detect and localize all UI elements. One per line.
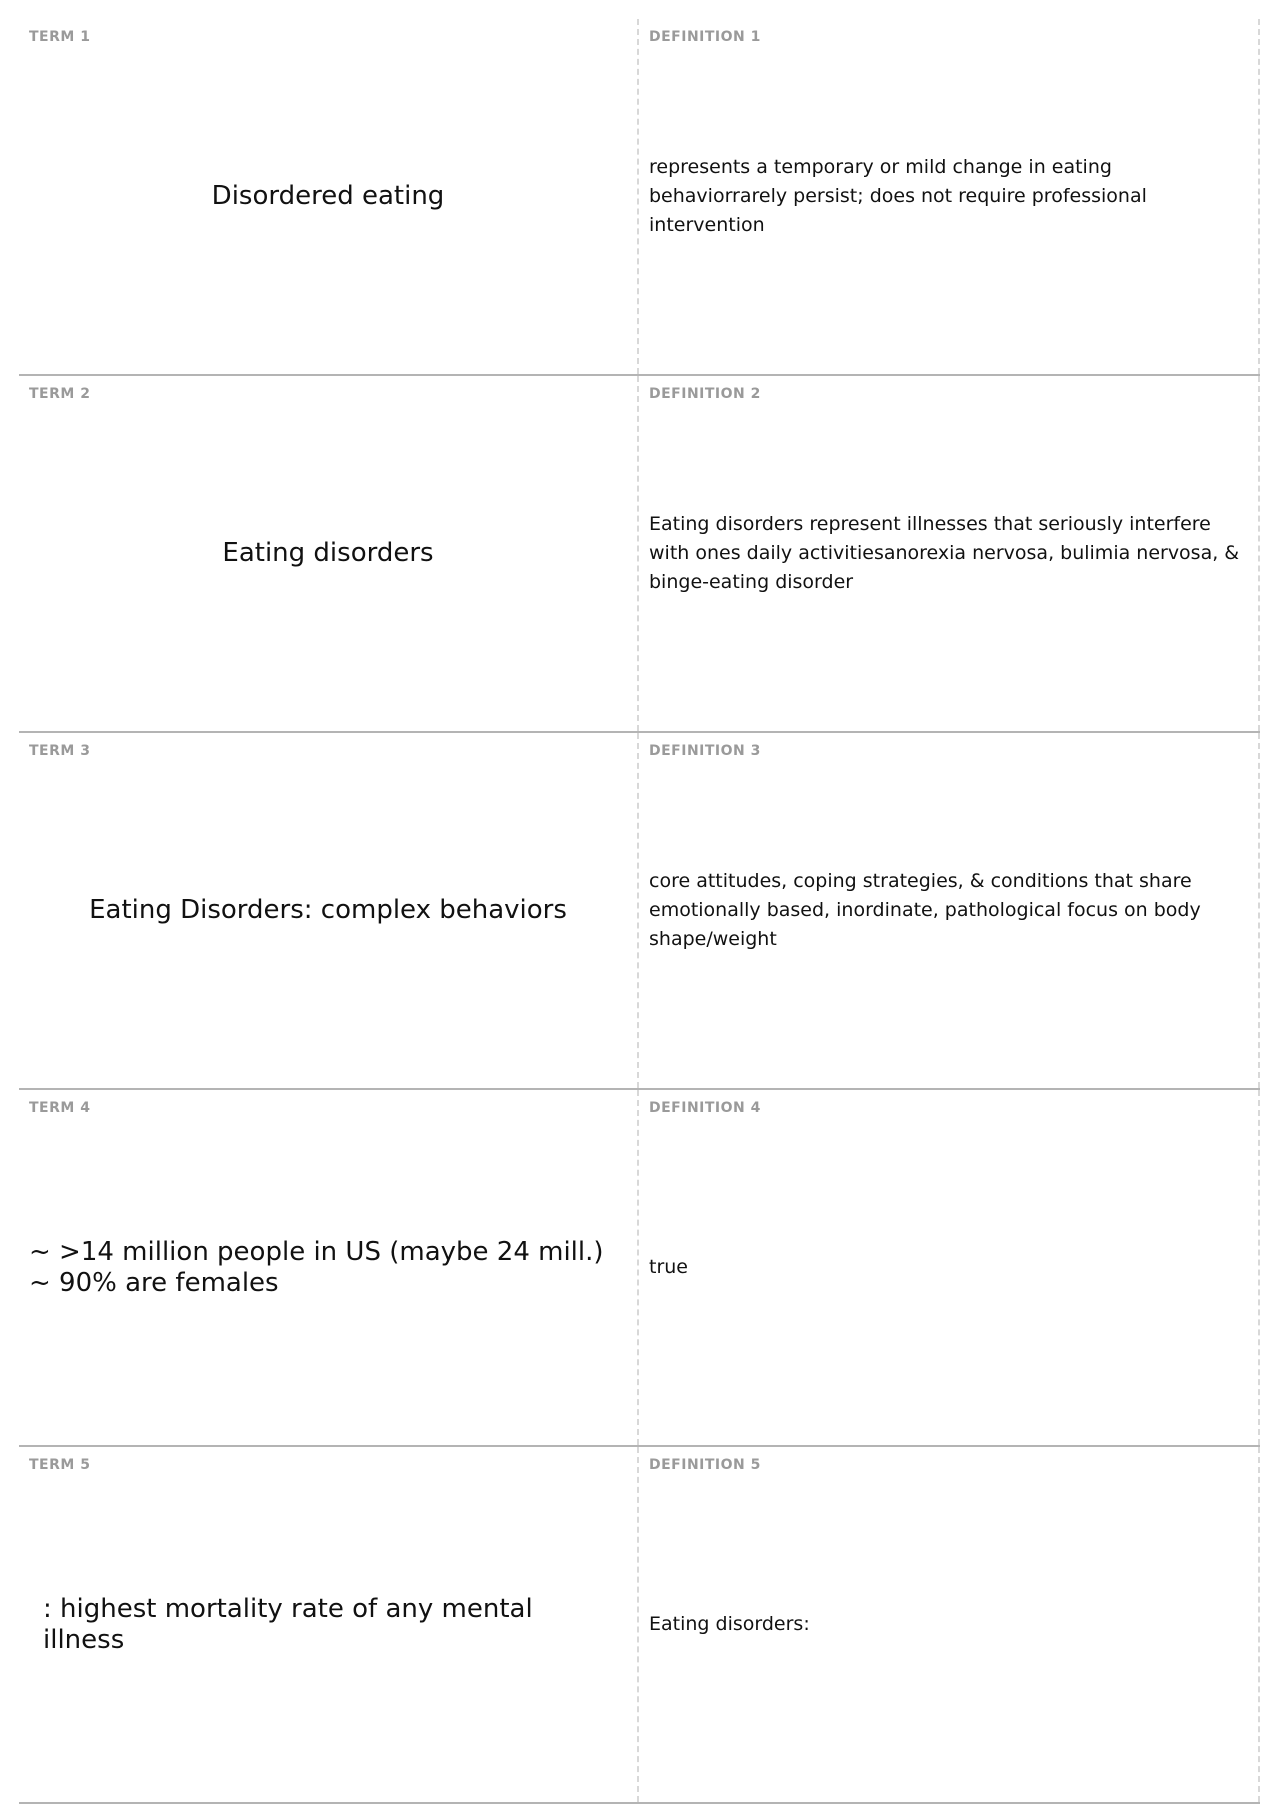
term-text: ~ >14 million people in US (maybe 24 mill.) ~ 90% are females xyxy=(29,1236,604,1298)
term-label: TERM 2 xyxy=(29,386,91,402)
card-row-2 xyxy=(19,376,1260,733)
term-cell xyxy=(19,19,639,374)
term-text: : highest mortality rate of any mental illness xyxy=(43,1593,533,1655)
definition-cell xyxy=(639,376,1260,731)
definition-text: true xyxy=(649,1256,688,1278)
card-row-5 xyxy=(19,1447,1260,1804)
card-row-4 xyxy=(19,1090,1260,1447)
definition-cell xyxy=(639,733,1260,1088)
term-label: TERM 5 xyxy=(29,1457,91,1473)
definition-text: represents a temporary or mild change in eating behaviorrarely persist; does not require professional intervention xyxy=(649,156,1147,236)
definition-text: core attitudes, coping strategies, & conditions that share emotionally based, inordinate, pathological focus on body shape/weight xyxy=(649,870,1201,950)
term-text: Eating Disorders: complex behaviors xyxy=(89,895,567,925)
definition-label: DEFINITION 4 xyxy=(649,1100,761,1116)
term-text: Eating disorders xyxy=(222,538,434,568)
term-cell xyxy=(19,1447,639,1802)
term-label: TERM 3 xyxy=(29,743,91,759)
term-label: TERM 1 xyxy=(29,29,91,45)
term-cell xyxy=(19,733,639,1088)
definition-label: DEFINITION 5 xyxy=(649,1457,761,1473)
definition-text: Eating disorders: xyxy=(649,1613,810,1635)
definition-label: DEFINITION 3 xyxy=(649,743,761,759)
definition-label: DEFINITION 2 xyxy=(649,386,761,402)
card-row-1 xyxy=(19,19,1260,376)
term-cell xyxy=(19,1090,639,1445)
definition-cell xyxy=(639,1447,1260,1802)
term-label: TERM 4 xyxy=(29,1100,91,1116)
definition-cell xyxy=(639,1090,1260,1445)
card-row-3 xyxy=(19,733,1260,1090)
flashcard-sheet xyxy=(19,19,1260,1804)
definition-label: DEFINITION 1 xyxy=(649,29,761,45)
definition-cell xyxy=(639,19,1260,374)
definition-text: Eating disorders represent illnesses that seriously interfere with ones daily activitiesanorexia nervosa, bulimia nervosa, & binge-eating disorder xyxy=(649,513,1240,593)
term-cell xyxy=(19,376,639,731)
term-text: Disordered eating xyxy=(211,181,445,211)
